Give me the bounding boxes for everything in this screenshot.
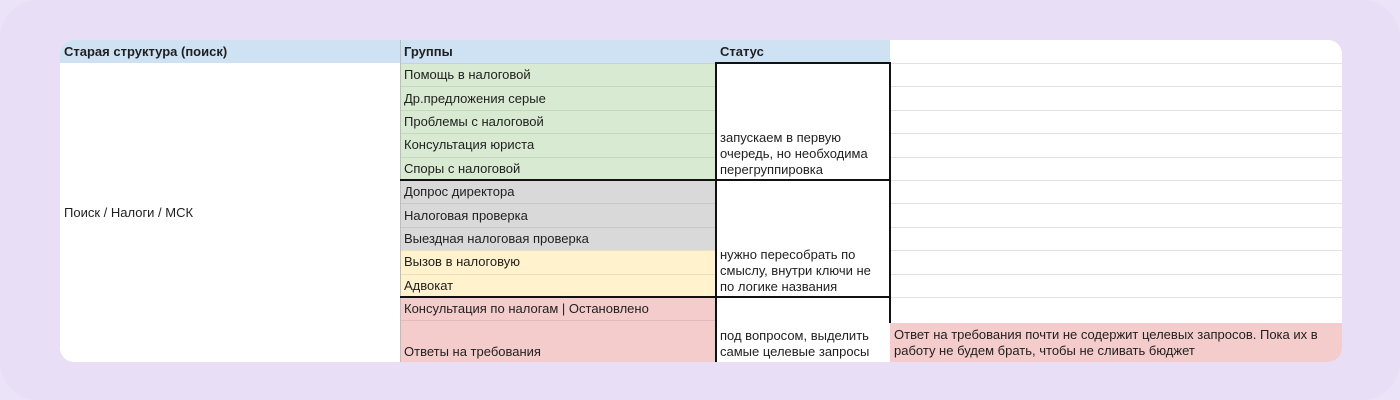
status-top-border xyxy=(715,62,891,64)
spreadsheet xyxy=(60,40,1342,362)
group-row[interactable]: Споры с налоговой xyxy=(400,157,716,180)
group-row[interactable]: Вызов в налоговую xyxy=(400,250,716,273)
status-cell[interactable]: под вопросом, выделить самые целевые запросы xyxy=(720,328,870,359)
header-groups[interactable]: Группы xyxy=(400,40,716,63)
status-cell[interactable]: запускаем в первую очередь, но необходима перегруппировка xyxy=(720,130,868,177)
grid-line xyxy=(891,274,1342,275)
header-status[interactable]: Статус xyxy=(716,40,890,63)
header-blank[interactable] xyxy=(890,40,1342,63)
group-row[interactable]: Допрос директора xyxy=(400,180,716,203)
group-row[interactable]: Помощь в налоговой xyxy=(400,63,716,86)
group-block-border xyxy=(400,179,891,181)
group-row[interactable]: Ответы на требования xyxy=(400,320,716,362)
column-divider xyxy=(400,40,401,362)
grid-line xyxy=(891,250,1342,251)
grid-line xyxy=(891,297,1342,298)
structure-cell[interactable]: Поиск / Налоги / МСК xyxy=(64,204,194,220)
grid-line xyxy=(891,157,1342,158)
status-cell[interactable]: нужно пересобрать по смыслу, внутри ключи не по логике названия xyxy=(720,247,871,294)
group-row[interactable]: Выездная налоговая проверка xyxy=(400,227,716,250)
grid-line xyxy=(891,110,1342,111)
group-row[interactable]: Налоговая проверка xyxy=(400,203,716,226)
grid-line xyxy=(891,63,1342,64)
comment-cell[interactable]: Ответ на требования почти не содержит целевых запросов. Пока их в работу не будем брать, чтобы не сливать бюджет xyxy=(890,323,1342,362)
grid-line xyxy=(891,180,1342,181)
status-left-border xyxy=(715,63,717,362)
group-row[interactable]: Консультация юриста xyxy=(400,133,716,156)
group-row[interactable]: Консультация по налогам | Остановлено xyxy=(400,297,716,320)
group-row[interactable]: Проблемы с налоговой xyxy=(400,110,716,133)
grid-line xyxy=(891,203,1342,204)
grid-line xyxy=(891,86,1342,87)
grid-line xyxy=(891,227,1342,228)
group-block-border xyxy=(400,296,891,298)
group-row[interactable]: Адвокат xyxy=(400,274,716,297)
status-right-border xyxy=(889,63,891,323)
grid-line xyxy=(891,133,1342,134)
group-row[interactable]: Др.предложения серые xyxy=(400,86,716,109)
header-structure[interactable]: Старая структура (поиск) xyxy=(60,40,400,63)
